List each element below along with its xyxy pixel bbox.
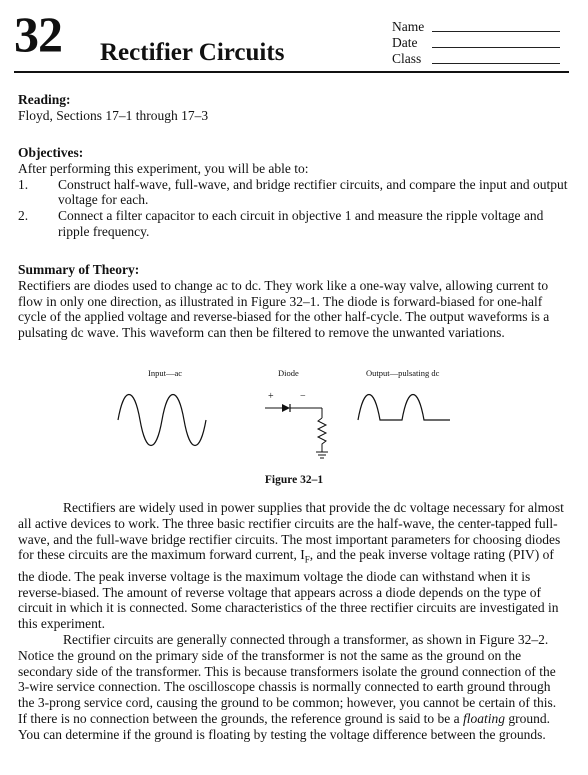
chapter-title: Rectifier Circuits	[100, 39, 285, 66]
class-label: Class	[392, 51, 422, 66]
output-pulsating-dc	[358, 395, 450, 421]
date-label: Date	[392, 35, 418, 50]
output-label: Output—pulsating dc	[366, 368, 440, 378]
objectives-heading: Objectives:	[18, 145, 84, 160]
input-sine-wave	[118, 395, 206, 446]
figure-caption: Figure 32–1	[264, 474, 324, 486]
summary-heading: Summary of Theory:	[18, 262, 140, 277]
name-line[interactable]	[432, 31, 560, 32]
input-label: Input—ac	[148, 368, 182, 378]
objective-number: 2.	[18, 208, 29, 224]
body-paragraph: Rectifiers are widely used in power supplies that provide the dc voltage necessary for almost all active devices to work. The three basic rectifier circuits are the half-wave, the center-tapped full-wave, and the full-wave bridge rectifier circuits. The most important parameters for choosing diodes for these circuits are the maximum forward current, $I_F$, and the peak inverse voltage rating (PIV) of the diode. The peak inverse voltage is the maximum voltage the diode can withstand when it is reverse-biased. The amount of reverse voltage that appears across a diode depends on the type of circuit in which it is connected. Some characteristics of the three rectifier circuits are investigated in this experiment.	[18, 500, 564, 632]
objective-item	[18, 177, 568, 209]
objective-item	[18, 208, 568, 240]
class-line[interactable]	[432, 63, 560, 64]
figure-drawing	[110, 368, 490, 468]
diode-label: Diode	[278, 368, 299, 378]
reading-section	[18, 92, 568, 124]
summary-section	[18, 262, 568, 341]
objective-number: 1.	[18, 176, 29, 192]
chapter-number: 32	[14, 6, 62, 62]
summary-paragraph: Rectifiers are diodes used to change ac to dc. They work like a one-way valve, allowing current to flow in only one direction, as illustrated in Figure 32–1. The diode is forward-biased for one-half cycle of the applied voltage and reverse-biased for the other half-cycle. The output waveforms is a pulsating dc wave. This waveform can then be filtered to remove the unwanted variations.	[18, 277, 550, 341]
body-text	[18, 500, 568, 743]
objective-text: Connect a filter capacitor to each circuit in objective 1 and measure the ripple voltage and ripple frequency.	[58, 208, 544, 239]
date-line[interactable]	[432, 47, 560, 48]
objectives-intro: After performing this experiment, you will be able to:	[18, 160, 309, 176]
minus-sign: −	[300, 391, 306, 402]
header-rule	[14, 71, 569, 73]
objective-text: Construct half-wave, full-wave, and bridge rectifier circuits, and compare the input and output voltage for each.	[58, 176, 568, 208]
name-label: Name	[392, 19, 425, 34]
reading-text: Floyd, Sections 17–1 through 17–3	[18, 107, 209, 123]
diode-symbol	[282, 404, 290, 412]
figure-32-1	[110, 368, 490, 488]
objectives-section	[18, 145, 568, 240]
reading-heading: Reading:	[18, 92, 71, 107]
plus-sign: +	[268, 391, 274, 402]
body-paragraph: Rectifier circuits are generally connected through a transformer, as shown in Figure 32–2. Notice the ground on the primary side of the transformer is not the same as the ground on the secondary side of the transformer. This is because transformers isolate the ground connection of the 3-wire service connection. The oscilloscope chassis is normally connected to earth ground through the 3-prong service cord, causing the ground to be common; however, you cannot be certain of this. If there is no connection between the grounds, the reference ground is said to be a floating ground. You can determine if the ground is floating by testing the voltage difference between the grounds.	[18, 632, 557, 742]
load-resistor	[318, 418, 326, 452]
